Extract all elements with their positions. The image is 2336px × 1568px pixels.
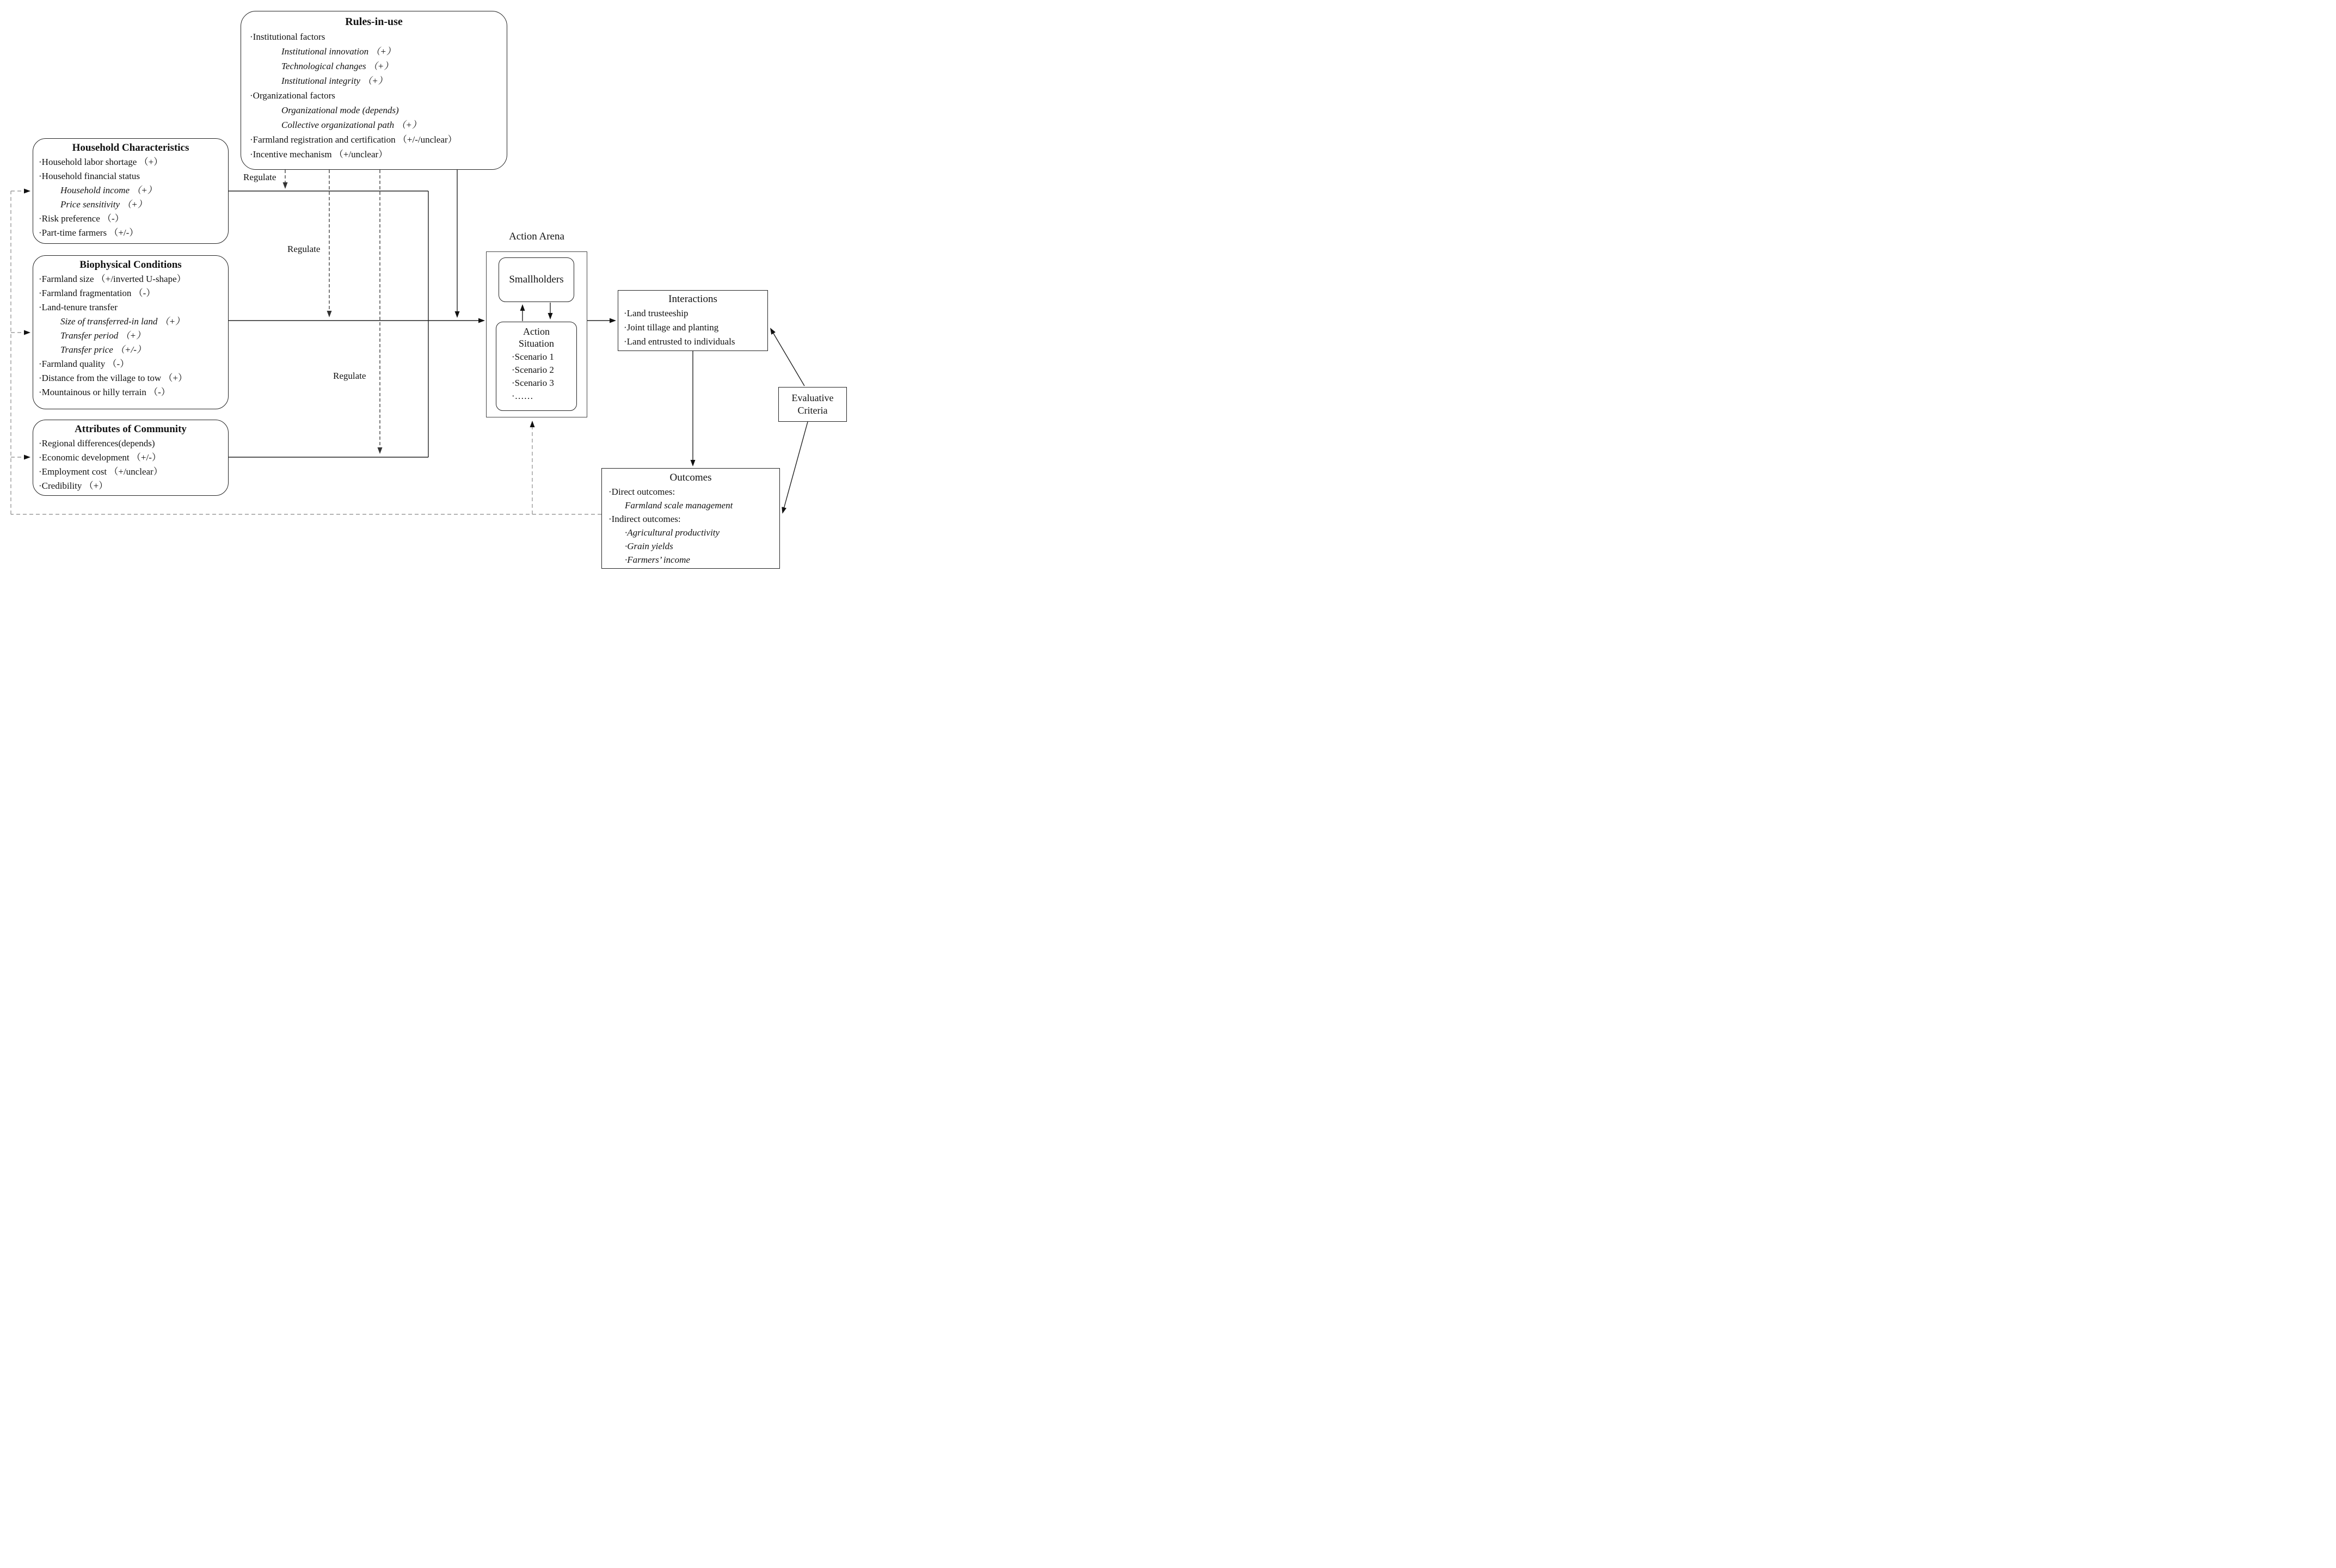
rules-in-use-title: Rules-in-use — [345, 16, 403, 28]
list-item: ·Farmland fragmentation （-） — [39, 288, 156, 298]
list-item: Size of transferred-in land （+） — [60, 316, 185, 327]
action-situation-title: Action Situation — [518, 326, 554, 349]
list-item: Institutional integrity （+） — [281, 76, 388, 86]
outcomes-list — [602, 485, 779, 567]
list-item: ·Economic development （+/-） — [39, 452, 161, 463]
biophysical-conditions-box — [33, 255, 229, 409]
list-item: ·Land-tenure transfer — [39, 302, 118, 312]
household-characteristics-title: Household Characteristics — [72, 142, 189, 153]
list-item: ·Land trusteeship — [624, 308, 688, 318]
list-item: ·Distance from the village to tow （+） — [39, 373, 188, 383]
list-item: ·Direct outcomes: — [608, 487, 675, 497]
action-situation-list — [496, 351, 576, 403]
list-item: ·Household labor shortage （+） — [39, 157, 163, 167]
household-characteristics-list — [33, 155, 228, 240]
list-item: Technological changes （+） — [281, 61, 394, 71]
list-item: ·Farmers’ income — [625, 555, 690, 565]
arrow-evaluative-to-interactions — [771, 329, 804, 386]
list-item: ·Incentive mechanism （+/unclear） — [250, 149, 388, 159]
interactions-box — [618, 290, 768, 351]
smallholders-label: Smallholders — [509, 274, 564, 285]
list-item: ·Indirect outcomes: — [608, 514, 681, 524]
arrow-evaluative-to-outcomes — [783, 422, 808, 513]
list-item: Institutional innovation （+） — [281, 46, 396, 57]
list-item: ·Scenario 1 — [512, 352, 554, 362]
list-item: ·Agricultural productivity — [625, 527, 720, 538]
list-item: ·Institutional factors — [250, 32, 325, 42]
list-item: ·Farmland size （+/inverted U-shape） — [39, 274, 186, 284]
evaluative-criteria-label: Evaluative Criteria — [791, 392, 834, 416]
list-item: Farmland scale management — [625, 500, 733, 511]
list-item: ·Part-time farmers （+/-） — [39, 227, 139, 238]
biophysical-conditions-list — [33, 272, 228, 399]
rules-in-use-list — [241, 29, 507, 162]
list-item: ·Organizational factors — [250, 90, 335, 101]
household-characteristics-box — [33, 138, 229, 244]
list-item: Transfer price （+/-） — [60, 345, 146, 355]
attributes-of-community-box — [33, 420, 229, 496]
regulate-label-3: Regulate — [333, 371, 366, 381]
interactions-list — [618, 306, 767, 349]
rules-in-use-box — [241, 11, 507, 170]
action-situation-box — [496, 322, 577, 411]
regulate-label-1: Regulate — [243, 172, 276, 182]
list-item: ·Risk preference （-） — [39, 213, 124, 224]
list-item: ·Scenario 3 — [512, 378, 554, 388]
list-item: Household income （+） — [60, 185, 157, 195]
regulate-label-2: Regulate — [287, 244, 321, 254]
list-item: ·…… — [512, 391, 533, 401]
interactions-title: Interactions — [668, 293, 717, 305]
list-item: ·Farmland registration and certification （+/-/unclear） — [250, 134, 457, 145]
list-item: ·Credibility （+） — [39, 481, 108, 491]
action-arena-label: Action Arena — [509, 231, 564, 242]
attributes-of-community-title: Attributes of Community — [75, 423, 187, 435]
list-item: Transfer period （+） — [60, 330, 145, 341]
list-item: Organizational mode (depends) — [281, 105, 399, 115]
list-item: ·Mountainous or hilly terrain （-） — [39, 387, 170, 397]
evaluative-criteria-box — [778, 387, 847, 422]
attributes-of-community-list — [33, 436, 228, 493]
biophysical-conditions-title: Biophysical Conditions — [79, 259, 182, 270]
list-item: Collective organizational path （+） — [281, 120, 421, 130]
list-item: ·Employment cost （+/unclear） — [39, 466, 163, 477]
list-item: ·Land entrusted to individuals — [624, 336, 735, 347]
list-item: ·Grain yields — [625, 541, 673, 551]
list-item: ·Farmland quality （-） — [39, 359, 130, 369]
smallholders-box — [499, 257, 574, 302]
list-item: Price sensitivity （+） — [60, 199, 147, 210]
outcomes-box — [601, 468, 780, 569]
list-item: ·Regional differences(depends) — [39, 438, 155, 448]
outcomes-title: Outcomes — [669, 472, 712, 483]
list-item: ·Household financial status — [39, 171, 140, 181]
iad-framework-diagram — [0, 0, 849, 570]
list-item: ·Scenario 2 — [512, 365, 554, 375]
list-item: ·Joint tillage and planting — [624, 322, 719, 333]
